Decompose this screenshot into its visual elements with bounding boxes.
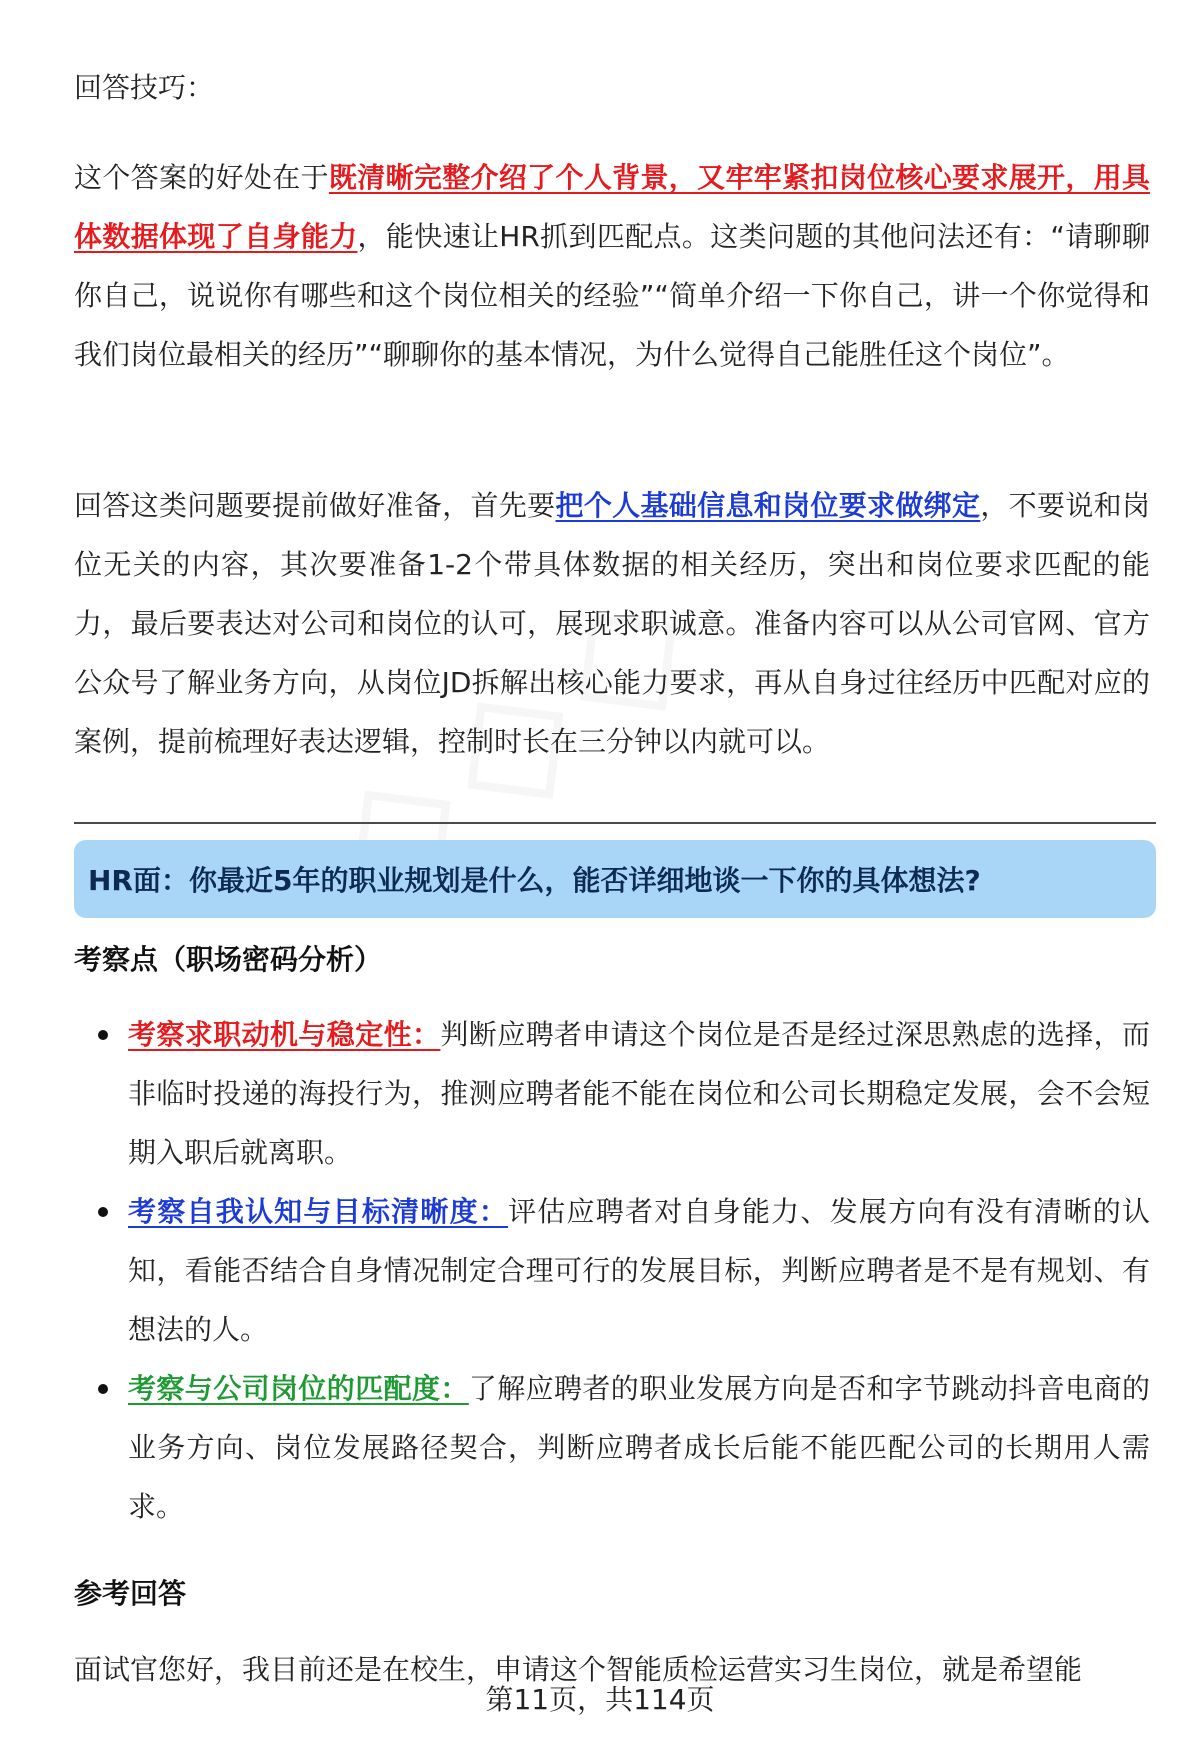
bullet-dot-icon bbox=[98, 1030, 108, 1040]
reference-text: 面试官您好，我目前还是在校生，申请这个智能质检运营实习生岗位，就是希望能 bbox=[74, 1653, 1083, 1686]
bullet-list bbox=[74, 1005, 1150, 1536]
question-box bbox=[74, 840, 1156, 918]
section-divider bbox=[74, 822, 1156, 824]
paragraph-2-highlight: 把个人基础信息和岗位要求做绑定 bbox=[555, 489, 981, 522]
paragraph-1-suffix: ，能快速让HR抓到匹配点。这类问题的其他问法还有：“请聊聊你自己，说说你有哪些和这个岗位相关的经验”“简单介绍一下你自己，讲一个你觉得和我们岗位最相关的经历”“聊聊你的基本情况，为什么觉得自己能胜任这个岗位”。 bbox=[74, 220, 1150, 371]
bullet-label: 考察与公司岗位的匹配度： bbox=[128, 1372, 469, 1405]
bullet-item-motivation bbox=[74, 1005, 1150, 1182]
reference-title: 参考回答 bbox=[74, 1577, 187, 1610]
bullet-text: 判断应聘者申请这个岗位是否是经过深思熟虑的选择，而非临时投递的海投行为，推测应聘者能不能在岗位和公司长期稳定发展，会不会短期入职后就离职。 bbox=[128, 1018, 1150, 1169]
section-title: 考察点（职场密码分析） bbox=[74, 943, 383, 976]
paragraph-1-prefix: 这个答案的好处在于 bbox=[74, 161, 329, 194]
paragraph-2 bbox=[74, 476, 1150, 771]
paragraph-1-highlight: 既清晰完整介绍了个人背景，又牢牢紧扣岗位核心要求展开，用具体数据体现了自身能力 bbox=[74, 161, 1150, 253]
bullet-item-fit bbox=[74, 1359, 1150, 1536]
bullet-item-self-awareness bbox=[74, 1182, 1150, 1359]
bullet-dot-icon bbox=[98, 1207, 108, 1217]
intro-label: 回答技巧： bbox=[74, 71, 215, 104]
paragraph-2-prefix: 回答这类问题要提前做好准备，首先要 bbox=[74, 489, 556, 522]
bullet-text: 了解应聘者的职业发展方向是否和字节跳动抖音电商的业务方向、岗位发展路径契合，判断应聘者成长后能不能匹配公司的长期用人需求。 bbox=[128, 1372, 1150, 1523]
bullet-label: 考察自我认知与目标清晰度： bbox=[128, 1195, 509, 1228]
paragraph-1 bbox=[74, 148, 1150, 384]
page-number: 第11页，共114页 bbox=[485, 1683, 715, 1716]
bullet-label: 考察求职动机与稳定性： bbox=[128, 1018, 441, 1051]
paragraph-2-suffix: ，不要说和岗位无关的内容，其次要准备1-2个带具体数据的相关经历，突出和岗位要求匹配的能力，最后要表达对公司和岗位的认可，展现求职诚意。准备内容可以从公司官网、官方公众号了解业务方向，从岗位JD拆解出核心能力要求，再从自身过往经历中匹配对应的案例，提前梳理好表达逻辑，控制时长在三分钟以内就可以。 bbox=[74, 489, 1150, 758]
question-text: HR面：你最近5年的职业规划是什么，能否详细地谈一下你的具体想法? bbox=[88, 864, 981, 897]
bullet-dot-icon bbox=[98, 1384, 108, 1394]
bullet-text: 评估应聘者对自身能力、发展方向有没有清晰的认知，看能否结合自身情况制定合理可行的发展目标，判断应聘者是不是有规划、有想法的人。 bbox=[128, 1195, 1150, 1346]
